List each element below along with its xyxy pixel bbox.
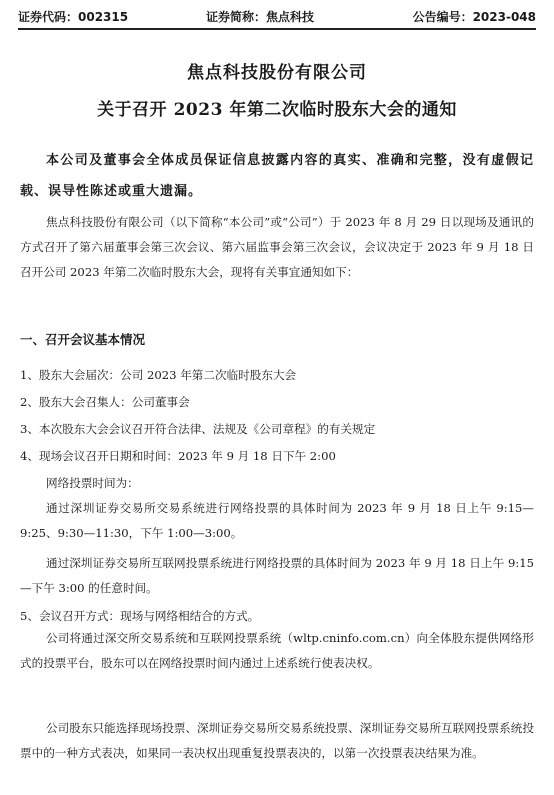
document-header [18,6,536,28]
szse-trading-system-time: 通过深圳证券交易所交易系统进行网络投票的具体时间为 2023 年 9 月 18 日上午 9:15—9:25、9:30—11:30，下午 1:00—3:00。 [20,501,534,540]
voting-platform-paragraph: 公司将通过深交所交易系统和互联网投票系统（wltp.cninfo.com.cn）向全体股东提供网络形式的投票平台，股东可以在网络投票时间内通过上述系统行使表决权。 [20,631,534,670]
section-title-basic-info: 一、召开会议基本情况 [20,332,146,347]
item-meeting-mode: 5、会议召开方式：现场与网络相结合的方式。 [20,609,260,623]
szse-internet-system-time: 通过深圳证券交易所互联网投票系统进行网络投票的具体时间为 2023 年 9 月 18 日上午 9:15—下午 3:00 的任意时间。 [20,556,534,595]
item-onsite-time: 4、现场会议召开日期和时间：2023 年 9 月 18 日下午 2:00 [20,449,336,463]
header-divider [18,28,536,30]
notice-title: 关于召开 2023 年第二次临时股东大会的通知 [97,100,457,120]
stock-short-name: 证券简称：焦点科技 [206,10,315,24]
network-voting-time-label: 网络投票时间为： [46,476,139,490]
item-meeting-session: 1、股东大会届次：公司 2023 年第二次临时股东大会 [20,368,297,382]
stock-code: 证券代码：002315 [18,10,129,24]
voting-method-paragraph: 公司股东只能选择现场投票、深圳证券交易所交易系统投票、深圳证券交易所互联网投票系统投票中的一种方式表决，如果同一表决权出现重复投票表决的，以第一次投票表决结果为准。 [20,721,534,760]
board-statement: 本公司及董事会全体成员保证信息披露内容的真实、准确和完整，没有虚假记载、误导性陈述或重大遗漏。 [20,153,534,199]
item-legality: 3、本次股东大会会议召开符合法律、法规及《公司章程》的有关规定 [20,422,376,436]
company-name: 焦点科技股份有限公司 [187,63,367,83]
intro-paragraph: 焦点科技股份有限公司（以下简称“本公司”或“公司”）于 2023 年 8 月 29 日以现场及通讯的方式召开了第六届董事会第三次会议、第六届监事会第三次会议，会议决定于 2023 年 9 月 18 日召开公司 2023 年第二次临时股东大会，现将有关事宜通知如下： [20,215,534,279]
item-convener: 2、股东大会召集人：公司董事会 [20,395,190,409]
notice-number: 公告编号：2023-048 [412,10,536,24]
